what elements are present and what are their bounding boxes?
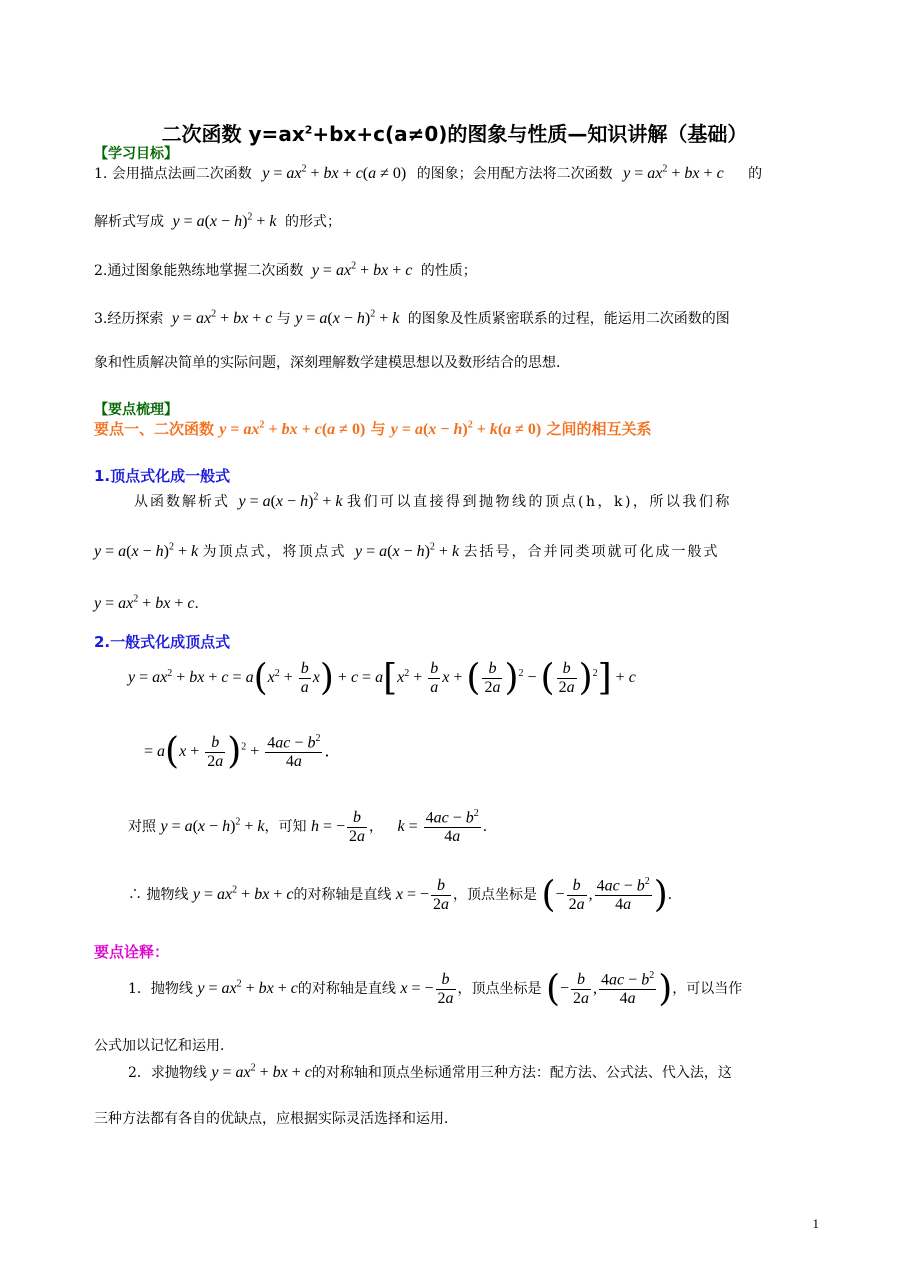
explain-1-line-2: 公式加以记忆和运用． xyxy=(94,1038,234,1054)
point-1-heading: 要点一、二次函数 $y = ax^2$ + bx + c(a ≠ 0) 与 $y = a(x - h)^2 + k(a \ne 0)$ 之间的相互关系 xyxy=(94,419,652,438)
derivation-line-1: $y = ax^2$ + bx + $c = a(x^2$ + $\frac{b}{a}$ $x) + c = a[x^2$ + $\frac{b}{a}$ x + ( $\frac{b}{2a}$ )$^2$ − ( $\frac{b}{2a}$ )$^2$] + c xyxy=(128,657,636,699)
goal-3-line-1: 3.经历探索 $y = ax^2$ + bx + c 与 $y = a(x - h)^2 + k$ 的图象及性质紧密联系的过程，能运用二次函数的图 xyxy=(94,308,730,327)
explain-1-line-1: 1．抛物线 $y = ax^2$ + bx + c的对称轴是直线 x = − $\frac{b}{2a}$ ，顶点坐标是 (− $\frac{b}{2a}$ , $\frac{4ac - b^2}{4a}$ )，可以当作 xyxy=(128,968,743,1010)
explain-2-line-2: 三种方法都有各自的优缺点，应根据实际灵活选择和运用． xyxy=(94,1111,458,1127)
page-number: 1 xyxy=(812,1216,819,1231)
page-title: 二次函数 $y=ax^2+bx+c(a\ne 0)$的图象与性质—知识讲解（基础） xyxy=(161,122,748,146)
explain-2-line-1: 2．求抛物线 $y = ax^2$ + bx + c的对称轴和顶点坐标通常用三种方法：配方法、公式法、代入法，这 xyxy=(128,1062,732,1081)
goal-1-line-2: 解析式写成 $y = a(x - h)^2 + k$ 的形式； xyxy=(94,211,341,230)
contrast-line: 对照 $y = a(x - h)^2 + k$，可知 h = − $\frac{b}{2a}$ ， k = $\frac{4ac - b^2}{4a}$ ． xyxy=(128,808,497,846)
derivation-line-2: = a(x + $\frac{b}{2a}$ )$^2$ + $\frac{4ac - b^2}{4a}$ ． xyxy=(144,731,341,773)
para-1-line-2: $y = a(x - h)^2 + k$ 为顶点式，将顶点式 $y = a(x - h)^2 + k$ 去括号，合并同类项就可化成一般式 xyxy=(94,541,720,560)
para-1-line-3: $y = ax^2$ + bx + c． xyxy=(94,593,209,612)
subheading-vertex-to-general: 1.顶点式化成一般式 xyxy=(94,467,231,485)
section-heading-explain: 要点诠释： xyxy=(94,943,170,961)
para-1-line-1: 从函数解析式 $y = a(x - h)^2 + k$ 我们可以直接得到抛物线的顶点(h，k)，所以我们称 xyxy=(134,491,732,510)
goal-1-line-1: 1. 会用描点法画二次函数 $y = ax^2$ + bx + c(a ≠ 0) 的图象；会用配方法将二次函数 $y = ax^2$ + bx + c 的 xyxy=(94,163,763,182)
subheading-general-to-vertex: 2.一般式化成顶点式 xyxy=(94,633,231,651)
goal-3-line-2: 象和性质解决简单的实际问题，深刻理解数学建模思想以及数形结合的思想． xyxy=(94,355,570,371)
goal-2: 2.通过图象能熟练地掌握二次函数 $y = ax^2$ + bx + c 的性质； xyxy=(94,260,477,279)
section-heading-points: 【要点梳理】 xyxy=(94,402,178,418)
therefore-line: ∴ 抛物线 $y = ax^2$ + bx + c的对称轴是直线 x = − $\frac{b}{2a}$ ，顶点坐标是 (− $\frac{b}{2a}$ , $\frac{4ac - b^2}{4a}$ )． xyxy=(128,874,682,916)
section-heading-goals: 【学习目标】 xyxy=(94,146,178,162)
